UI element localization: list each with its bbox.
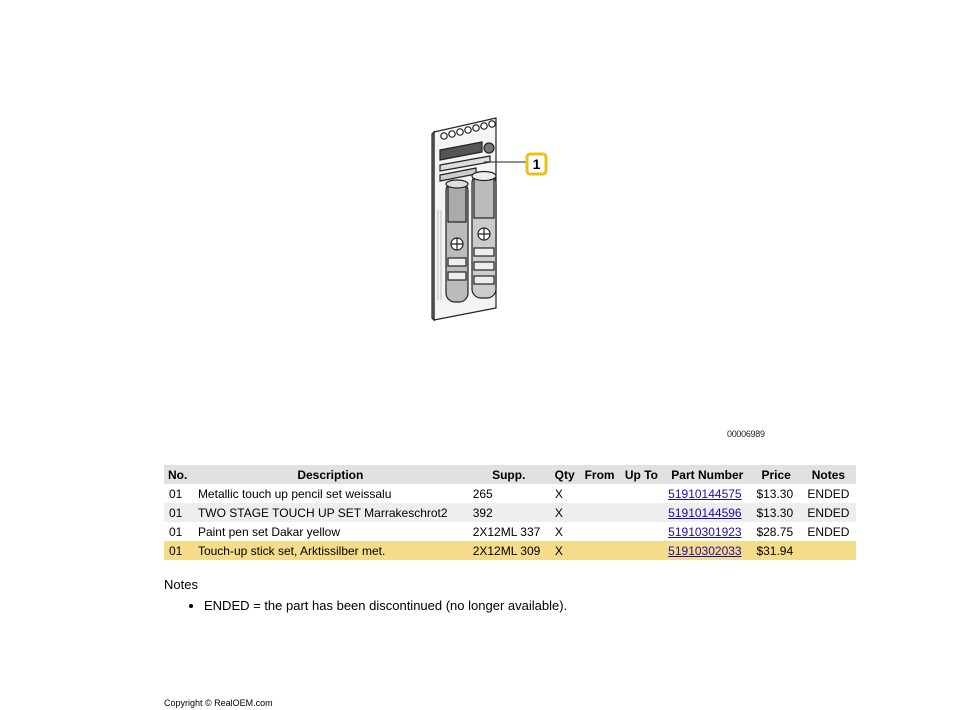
col-header-no: No. — [164, 465, 193, 484]
cell-notes: ENDED — [801, 503, 856, 522]
parts-diagram — [420, 110, 560, 330]
cell-supp: 2X12ML 337 — [472, 524, 541, 539]
parts-table — [164, 465, 856, 560]
cell-part-number — [663, 541, 751, 560]
cell-upto — [620, 484, 664, 503]
cell-no: 01 — [164, 503, 193, 522]
col-header-price: Price — [751, 465, 800, 484]
col-header-supp: Supp. — [468, 465, 550, 484]
cell-qty: X — [554, 524, 563, 539]
cell-notes: ENDED — [807, 486, 850, 501]
callout-number: 1 — [532, 156, 541, 172]
cell-from — [579, 503, 619, 522]
cell-description: Touch-up stick set, Arktissilber met. — [193, 541, 468, 560]
cell-part-number — [663, 484, 751, 503]
table-header-row — [164, 465, 856, 484]
cell-from — [579, 522, 619, 541]
cell-description: Paint pen set Dakar yellow — [197, 524, 341, 539]
cell-description: TWO STAGE TOUCH UP SET Marrakeschrot2 — [193, 503, 468, 522]
cell-supp: 265 — [472, 486, 493, 501]
cell-qty: X — [550, 503, 580, 522]
notes-list-item: • ENDED = the part has been discontinued (no longer available). — [204, 598, 567, 613]
cell-upto — [620, 522, 664, 541]
cell-qty: X — [554, 486, 563, 501]
col-header-from: From — [579, 465, 619, 484]
cell-from — [579, 541, 619, 560]
cell-no: 01 — [164, 541, 193, 560]
col-header-notes: Notes — [801, 465, 856, 484]
cell-from — [579, 484, 619, 503]
part-number-link[interactable]: 51910144596 — [668, 505, 742, 520]
cell-upto — [620, 503, 664, 522]
touch-up-card-illustration — [432, 118, 496, 320]
cell-supp: 2X12ML 309 — [468, 541, 550, 560]
part-number-link[interactable]: 51910302033 — [668, 543, 742, 558]
copyright-footer: Copyright © RealOEM.com — [164, 698, 273, 708]
cell-no: 01 — [169, 486, 183, 501]
cell-no: 01 — [169, 524, 183, 539]
callout-1-badge[interactable] — [527, 154, 546, 174]
cell-description: Metallic touch up pencil set weissalu — [197, 486, 392, 501]
cell-part-number — [663, 503, 751, 522]
cell-supp: 392 — [468, 503, 550, 522]
table-row — [164, 522, 856, 541]
diagram-image-id: 00006989 — [727, 429, 765, 439]
col-header-upto: Up To — [620, 465, 664, 484]
cell-price: $31.94 — [751, 541, 800, 560]
col-header-qty: Qty — [550, 465, 580, 484]
cell-price: $13.30 — [756, 486, 794, 501]
cell-notes: ENDED — [807, 524, 850, 539]
notes-heading: Notes — [164, 577, 198, 592]
part-number-link[interactable]: 51910144575 — [668, 486, 742, 501]
table-row-highlighted — [164, 541, 856, 560]
cell-qty: X — [550, 541, 580, 560]
col-header-description: Description — [193, 465, 468, 484]
col-header-part-number: Part Number — [663, 465, 751, 484]
cell-part-number — [663, 522, 751, 541]
cell-price: $13.30 — [751, 503, 800, 522]
cell-upto — [620, 541, 664, 560]
notes-list — [164, 598, 567, 613]
part-number-link[interactable]: 51910301923 — [668, 524, 742, 539]
table-row — [164, 503, 856, 522]
cell-notes — [801, 541, 856, 560]
table-row — [164, 484, 856, 503]
cell-price: $28.75 — [756, 524, 794, 539]
